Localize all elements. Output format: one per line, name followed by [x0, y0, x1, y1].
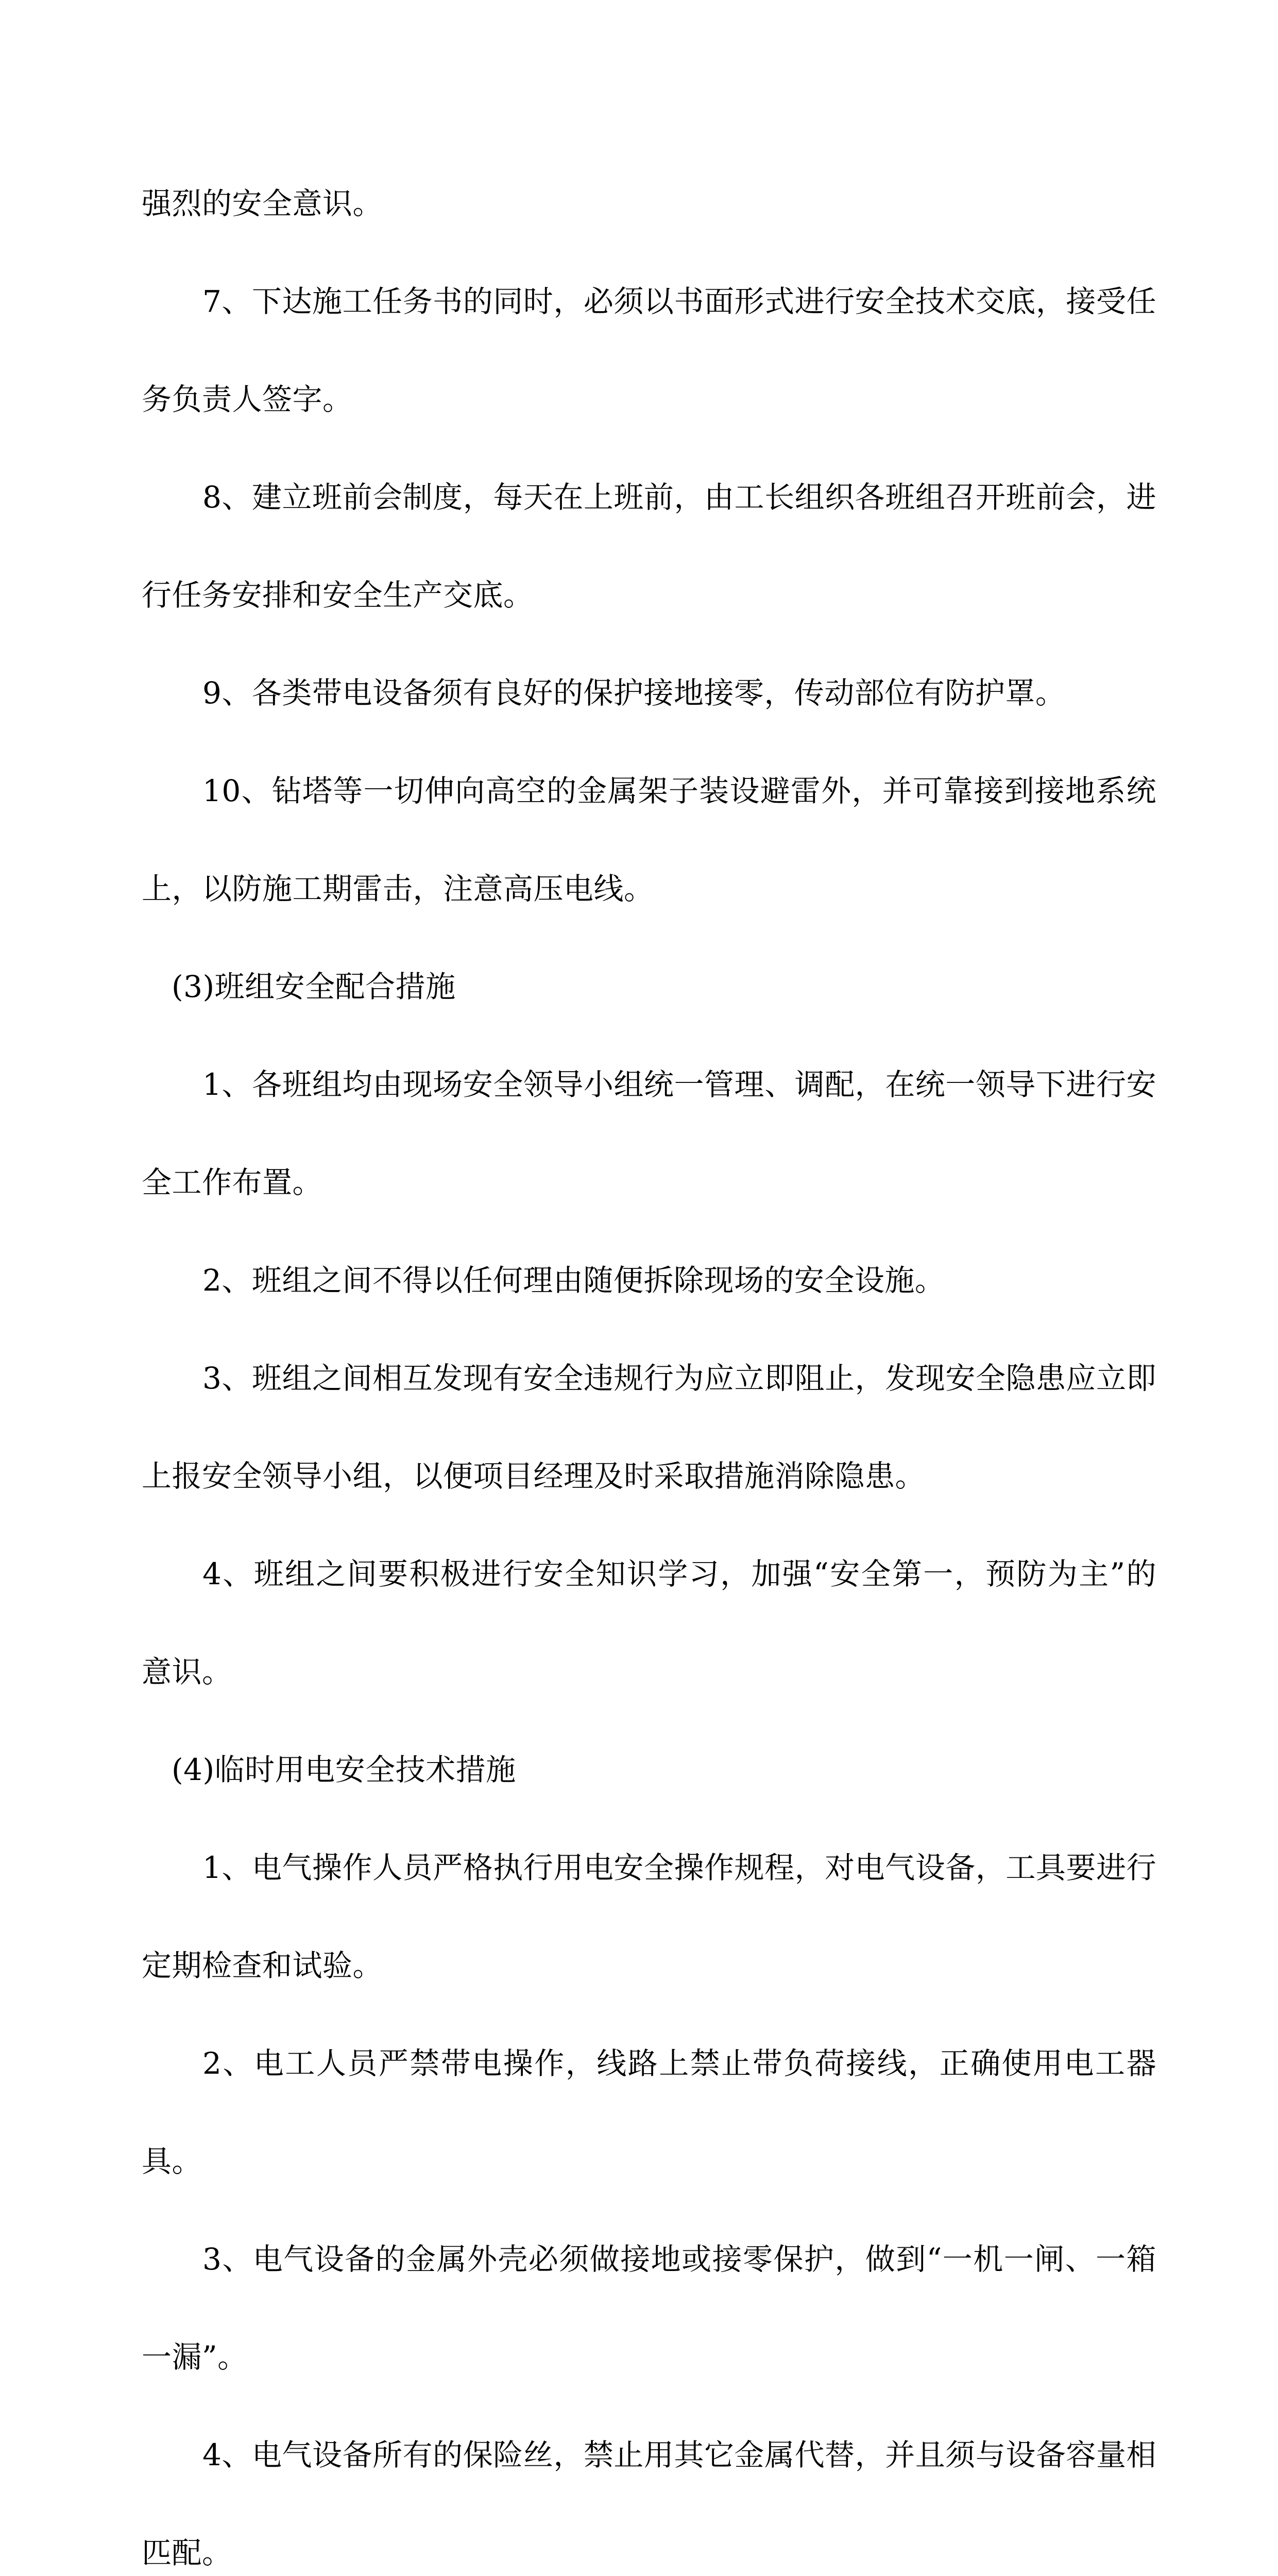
document-body: [142, 155, 1156, 2576]
numbered-item: 2、班组之间不得以任何理由随便拆除现场的安全设施。: [202, 1263, 945, 1298]
numbered-item: 2、电工人员严禁带电操作，线路上禁止带负荷接线，正确使用电工器具。: [142, 2046, 1156, 2179]
numbered-item: 3、班组之间相互发现有安全违规行为应立即阻止，发现安全隐患应立即上报安全领导小组，以便项目经理及时采取措施消除隐患。: [142, 1361, 1156, 1494]
numbered-item: 10、钻塔等一切伸向高空的金属架子装设避雷外，并可靠接到接地系统上，以防施工期雷击，注意高压电线。: [142, 773, 1156, 906]
section-heading: (3)班组安全配合措施: [172, 969, 456, 1004]
numbered-item: 3、电气设备的金属外壳必须做接地或接零保护，做到“一机一闸、一箱一漏”。: [142, 2242, 1156, 2375]
numbered-item: 4、电气设备所有的保险丝，禁止用其它金属代替，并且须与设备容量相匹配。: [142, 2437, 1156, 2570]
numbered-item: 1、各班组均由现场安全领导小组统一管理、调配，在统一领导下进行安全工作布置。: [142, 1067, 1156, 1200]
numbered-item: 9、各类带电设备须有良好的保护接地接零，传动部位有防护罩。: [202, 675, 1066, 710]
numbered-item: 1、电气操作人员严格执行用电安全操作规程，对电气设备，工具要进行定期检查和试验。: [142, 1850, 1156, 1983]
numbered-item: 7、下达施工任务书的同时，必须以书面形式进行安全技术交底，接受任务负责人签字。: [142, 284, 1156, 417]
numbered-item: 8、建立班前会制度，每天在上班前，由工长组织各班组召开班前会，进行任务安排和安全生产交底。: [142, 480, 1156, 613]
section-heading: (4)临时用电安全技术措施: [172, 1752, 516, 1787]
body-paragraph: 强烈的安全意识。: [142, 186, 383, 221]
numbered-item: 4、班组之间要积极进行安全知识学习，加强“安全第一，预防为主”的意识。: [142, 1556, 1156, 1689]
